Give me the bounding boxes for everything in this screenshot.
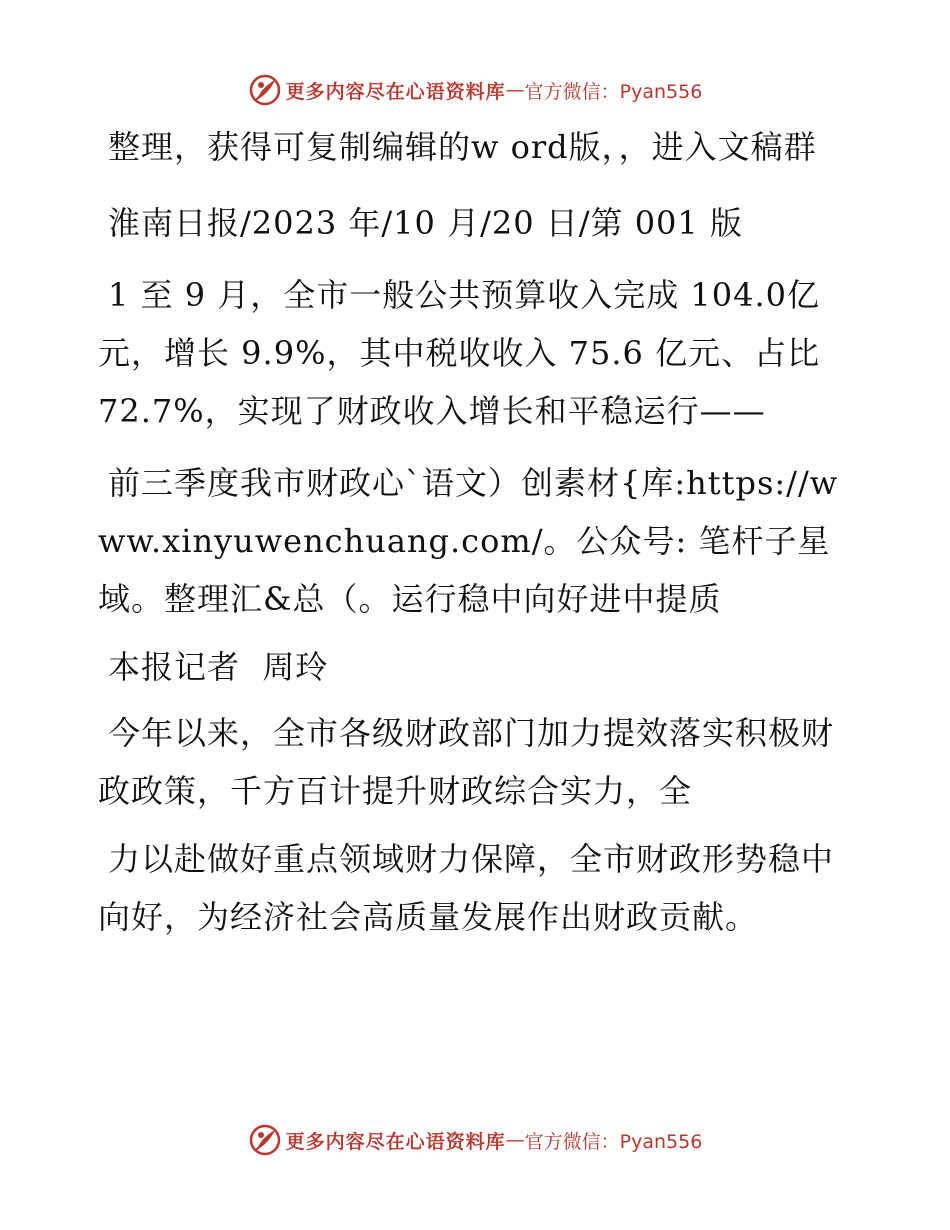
feather-pen-icon: [248, 73, 282, 107]
feather-pen-icon: [248, 1123, 282, 1157]
banner-dash: —: [505, 1129, 525, 1151]
article-body-paragraph: 力以赴做好重点领域财力保障，全市财政形势稳中向好，为经济社会高质量发展作出财政贡献。: [98, 840, 835, 936]
article-intro-line: 整理，获得可复制编辑的w ord版，，进入文稿群: [108, 128, 817, 166]
banner-dash: —: [505, 79, 525, 101]
header-banner: [0, 70, 950, 110]
article-headline-with-url: 前三季度我市财政心`语文）创素材{库:https://www.xinyuwenchuang.com/。公众号: 笔杆子星域。整理汇&总（。运行稳中向好进中提质: [98, 464, 839, 618]
article-content: [98, 118, 843, 946]
banner-wechat-text: 官方微信：Pyan556: [524, 80, 703, 103]
banner-main-text: 更多内容尽在心语资料库: [285, 80, 506, 103]
banner-wechat-text: 官方微信：Pyan556: [524, 1130, 703, 1153]
banner-main-text: 更多内容尽在心语资料库: [285, 1130, 506, 1153]
article-source-date: 淮南日报/2023 年/10 月/20 日/第 001 版: [108, 204, 743, 242]
article-body-paragraph: 今年以来，全市各级财政部门加力提效落实积极财政政策，千方百计提升财政综合实力，全: [98, 714, 835, 810]
footer-banner: [0, 1120, 950, 1160]
article-summary: 1 至 9 月，全市一般公共预算收入完成 104.0亿元，增长 9.9%，其中税收收入 75.6 亿元、占比 72.7%，实现了财政收入增长和平稳运行——: [98, 276, 832, 430]
article-author: 本报记者 周玲: [108, 648, 329, 686]
